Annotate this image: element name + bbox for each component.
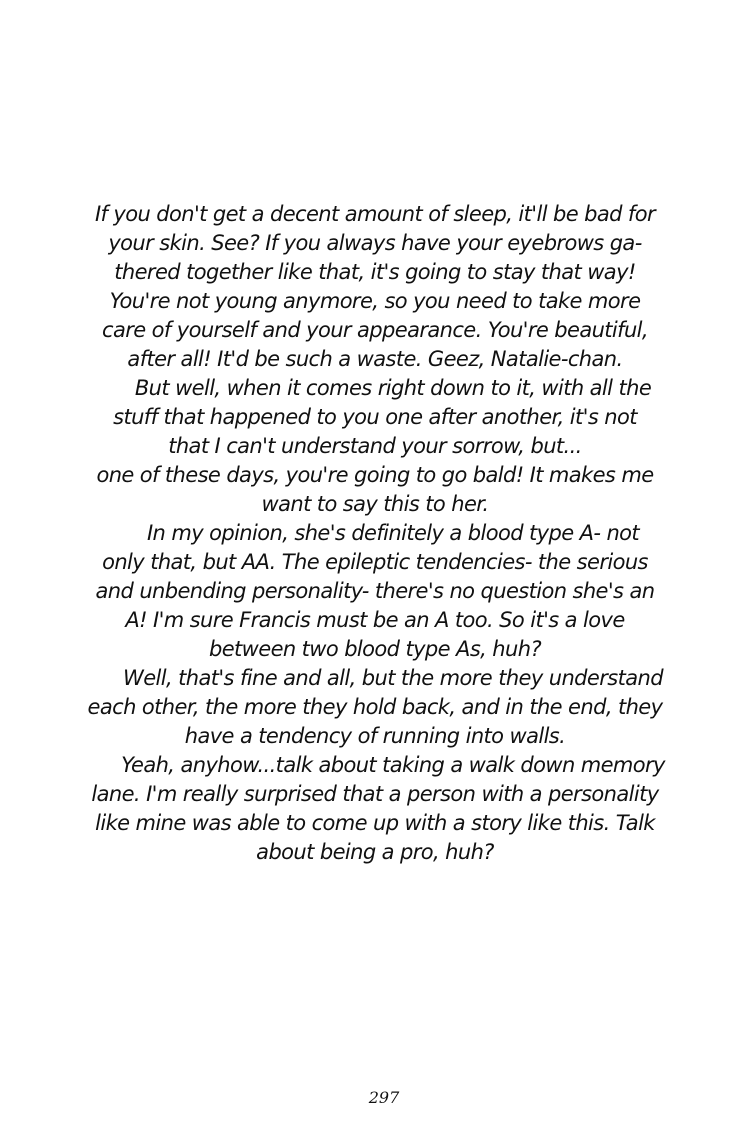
text-line: after all! It'd be such a waste. Geez, Natalie-chan. [127, 347, 623, 371]
text-line: between two blood type As, huh? [208, 637, 541, 661]
text-line: A! I'm sure Francis must be an A too. So it's a love [125, 608, 625, 632]
text-line: that I can't understand your sorrow, but... [168, 434, 582, 458]
text-line: Well, that's fine and all, but the more they understand [123, 666, 663, 690]
text-line: like mine was able to come up with a story like this. Talk [95, 811, 655, 835]
text-line: only that, but AA. The epileptic tendencies- the serious [102, 550, 648, 574]
text-line: and unbending personality- there's no question she's an [95, 579, 655, 603]
text-line: each other, the more they hold back, and in the end, they [87, 695, 663, 719]
text-line: your skin. See? If you always have your eyebrows ga- [108, 231, 642, 255]
text-line: one of these days, you're going to go bald! It makes me [96, 463, 654, 487]
body-text [50, 200, 700, 867]
text-line: thered together like that, it's going to stay that way! [114, 260, 636, 284]
text-line: want to say this to her. [261, 492, 489, 516]
text-line: have a tendency of running into walls. [184, 724, 566, 748]
text-line: If you don't get a decent amount of sleep, it'll be bad for [94, 202, 656, 226]
text-line: Yeah, anyhow...talk about taking a walk down memory [121, 753, 665, 777]
text-line: lane. I'm really surprised that a person with a personality [91, 782, 659, 806]
text-line: But well, when it comes right down to it, with all the [134, 376, 652, 400]
text-line: In my opinion, she's definitely a blood type A- not [146, 521, 640, 545]
text-line: care of yourself and your appearance. You're beautiful, [102, 318, 648, 342]
page-number: 297 [368, 1088, 400, 1107]
text-line: You're not young anymore, so you need to take more [109, 289, 641, 313]
text-line: stuff that happened to you one after another, it's not [113, 405, 637, 429]
text-line: about being a pro, huh? [256, 840, 494, 864]
